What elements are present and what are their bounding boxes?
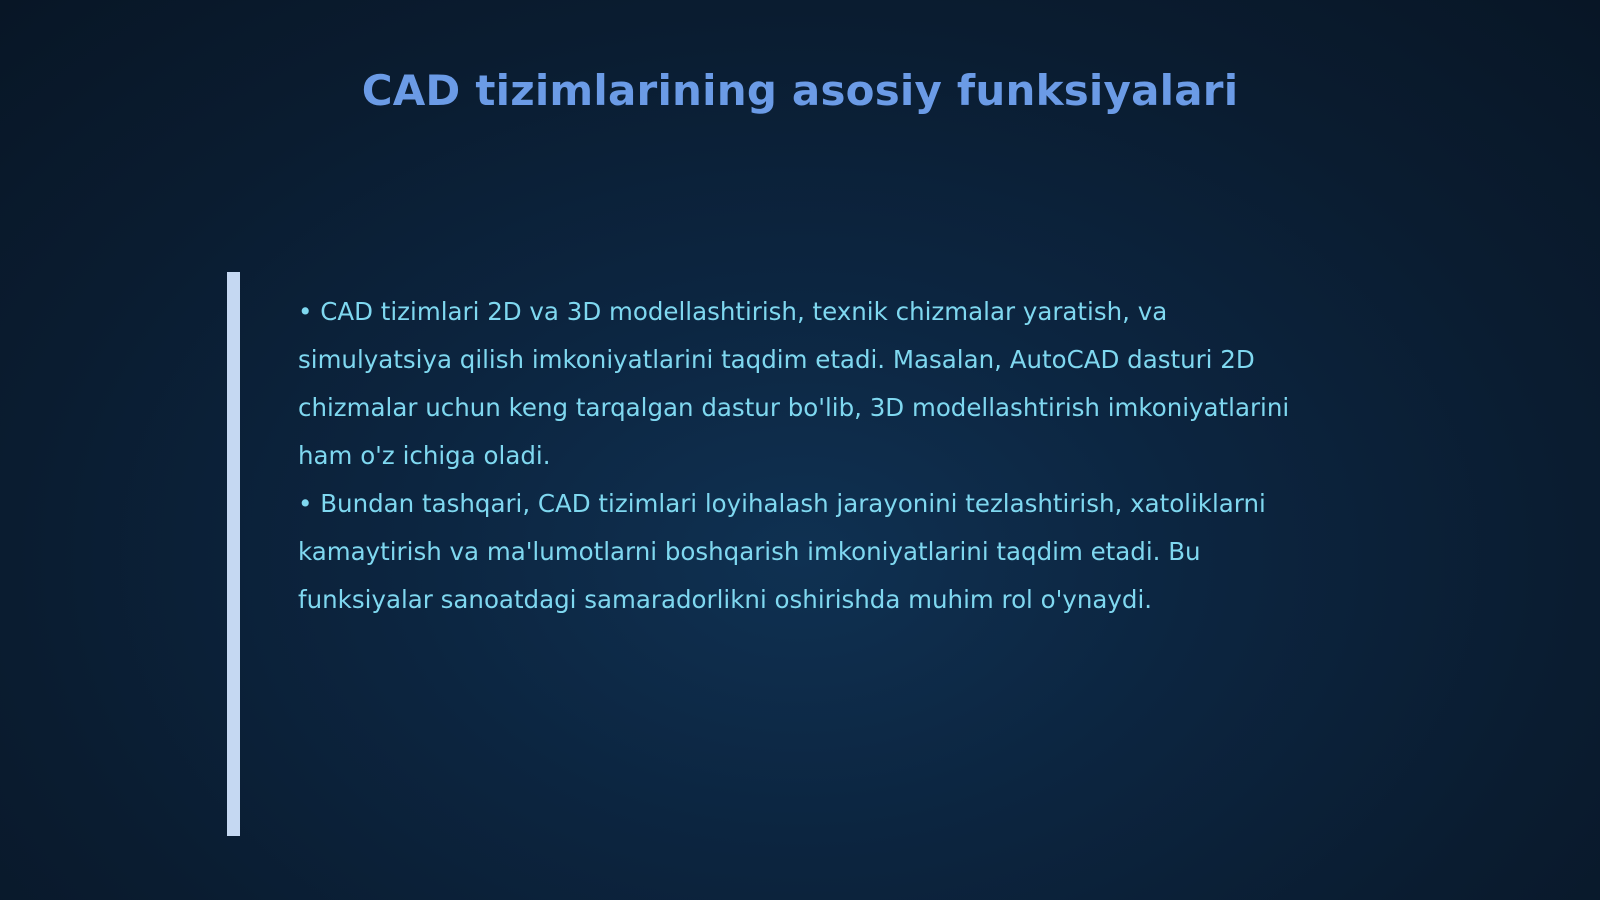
accent-bar — [227, 272, 240, 836]
bullet-point: • Bundan tashqari, CAD tizimlari loyihalash jarayonini tezlashtirish, xatoliklarni kamaytirish va ma'lumotlarni boshqarish imkoniyatlarini taqdim etadi. Bu funksiyalar sanoatdagi samaradorlikni oshirishda muhim rol o'ynaydi. — [298, 489, 1266, 614]
slide-title: CAD tizimlarining asosiy funksiyalari — [361, 66, 1239, 115]
slide-body — [298, 288, 1298, 624]
bullet-point: • CAD tizimlari 2D va 3D modellashtirish, texnik chizmalar yaratish, va simulyatsiya qilish imkoniyatlarini taqdim etadi. Masalan, AutoCAD dasturi 2D chizmalar uchun keng tarqalgan dastur bo'lib, 3D modellashtirish imkoniyatlarini ham o'z ichiga oladi. — [298, 297, 1290, 470]
